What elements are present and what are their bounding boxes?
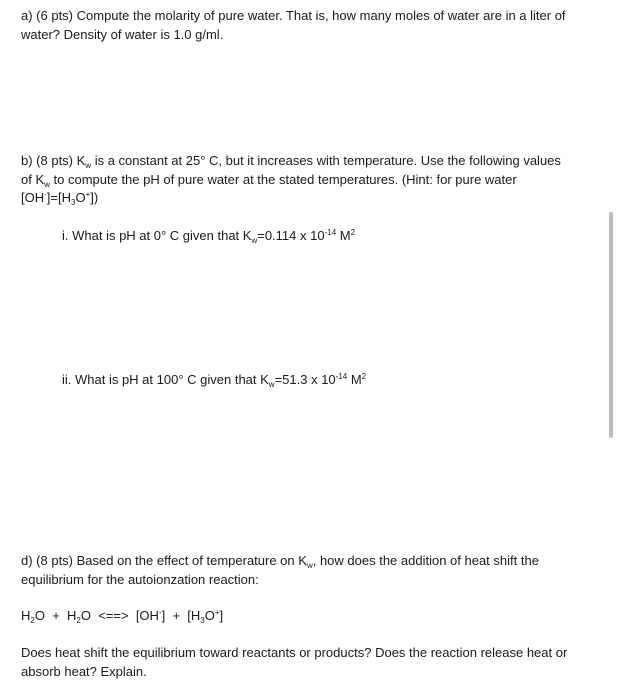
text: =51.3 x 10 bbox=[274, 372, 336, 387]
question-b-ii bbox=[62, 371, 602, 390]
text: O bbox=[80, 608, 91, 623]
text: O bbox=[204, 608, 215, 623]
text: [H bbox=[187, 608, 201, 623]
plus-sign: + bbox=[44, 608, 68, 623]
subscript: 2 bbox=[76, 616, 81, 625]
subscript: w bbox=[85, 161, 92, 170]
text: b) (8 pts) K bbox=[21, 153, 86, 168]
question-d-line-1 bbox=[21, 552, 606, 571]
text: O bbox=[34, 608, 45, 623]
text: , how does the addition of heat shift the bbox=[312, 553, 539, 568]
superscript: - bbox=[44, 190, 47, 199]
question-d-followup-line-2: absorb heat? Explain. bbox=[21, 663, 147, 679]
question-b-line-1 bbox=[21, 152, 606, 171]
text: i. What is pH at 0° C given that K bbox=[62, 228, 252, 243]
text: M bbox=[336, 228, 351, 243]
text: [OH bbox=[135, 608, 159, 623]
text: ] bbox=[161, 608, 166, 623]
autoionization-equation bbox=[21, 607, 606, 626]
question-b bbox=[21, 152, 606, 208]
subscript: 3 bbox=[71, 198, 76, 207]
superscript: + bbox=[85, 190, 91, 199]
text: H bbox=[67, 608, 77, 623]
superscript: -14 bbox=[335, 372, 348, 381]
superscript: 2 bbox=[361, 372, 367, 381]
superscript: 2 bbox=[350, 228, 356, 237]
text: ii. What is pH at 100° C given that K bbox=[62, 372, 269, 387]
superscript: -14 bbox=[324, 228, 337, 237]
question-a-line-2: water? Density of water is 1.0 g/ml. bbox=[21, 26, 224, 42]
subscript: w bbox=[268, 380, 275, 389]
question-a-line-1: a) (6 pts) Compute the molarity of pure water. That is, how many moles of water are in a liter of bbox=[21, 8, 566, 23]
text: ] bbox=[219, 608, 224, 623]
question-d-followup bbox=[21, 644, 606, 681]
question-b-line-2 bbox=[21, 171, 606, 190]
text: d) (8 pts) Based on the effect of temperature on K bbox=[21, 553, 307, 568]
question-d-line-2: equilibrium for the autoionzation reaction: bbox=[21, 571, 259, 587]
question-a bbox=[21, 7, 606, 44]
subscript: w bbox=[306, 561, 313, 570]
superscript: + bbox=[214, 608, 220, 617]
vertical-scrollbar[interactable] bbox=[609, 212, 613, 438]
text: of K bbox=[21, 171, 45, 187]
question-b-line-3 bbox=[21, 189, 606, 208]
equilibrium-arrow: <==> bbox=[90, 608, 136, 623]
subscript: w bbox=[44, 179, 50, 189]
text: to compute the pH of pure water at the stated temperatures. (Hint: for pure water bbox=[49, 171, 517, 187]
superscript: - bbox=[158, 608, 162, 617]
subscript: w bbox=[251, 236, 258, 245]
text: H bbox=[21, 608, 31, 623]
subscript: 2 bbox=[30, 616, 35, 625]
text: ]=[H bbox=[46, 190, 72, 205]
text: ]) bbox=[90, 190, 99, 205]
text: M bbox=[347, 372, 362, 387]
text: O bbox=[75, 190, 86, 205]
question-b-i bbox=[62, 227, 602, 246]
text: is a constant at 25° C, but it increases with temperature. Use the following values bbox=[91, 153, 561, 168]
plus-sign: + bbox=[165, 608, 188, 623]
subscript: 3 bbox=[200, 616, 205, 625]
text: [OH bbox=[21, 190, 45, 205]
text: =0.114 x 10 bbox=[257, 228, 325, 243]
question-d-followup-line-1: Does heat shift the equilibrium toward reactants or products? Does the reaction release heat or bbox=[21, 645, 568, 660]
question-d bbox=[21, 552, 606, 589]
